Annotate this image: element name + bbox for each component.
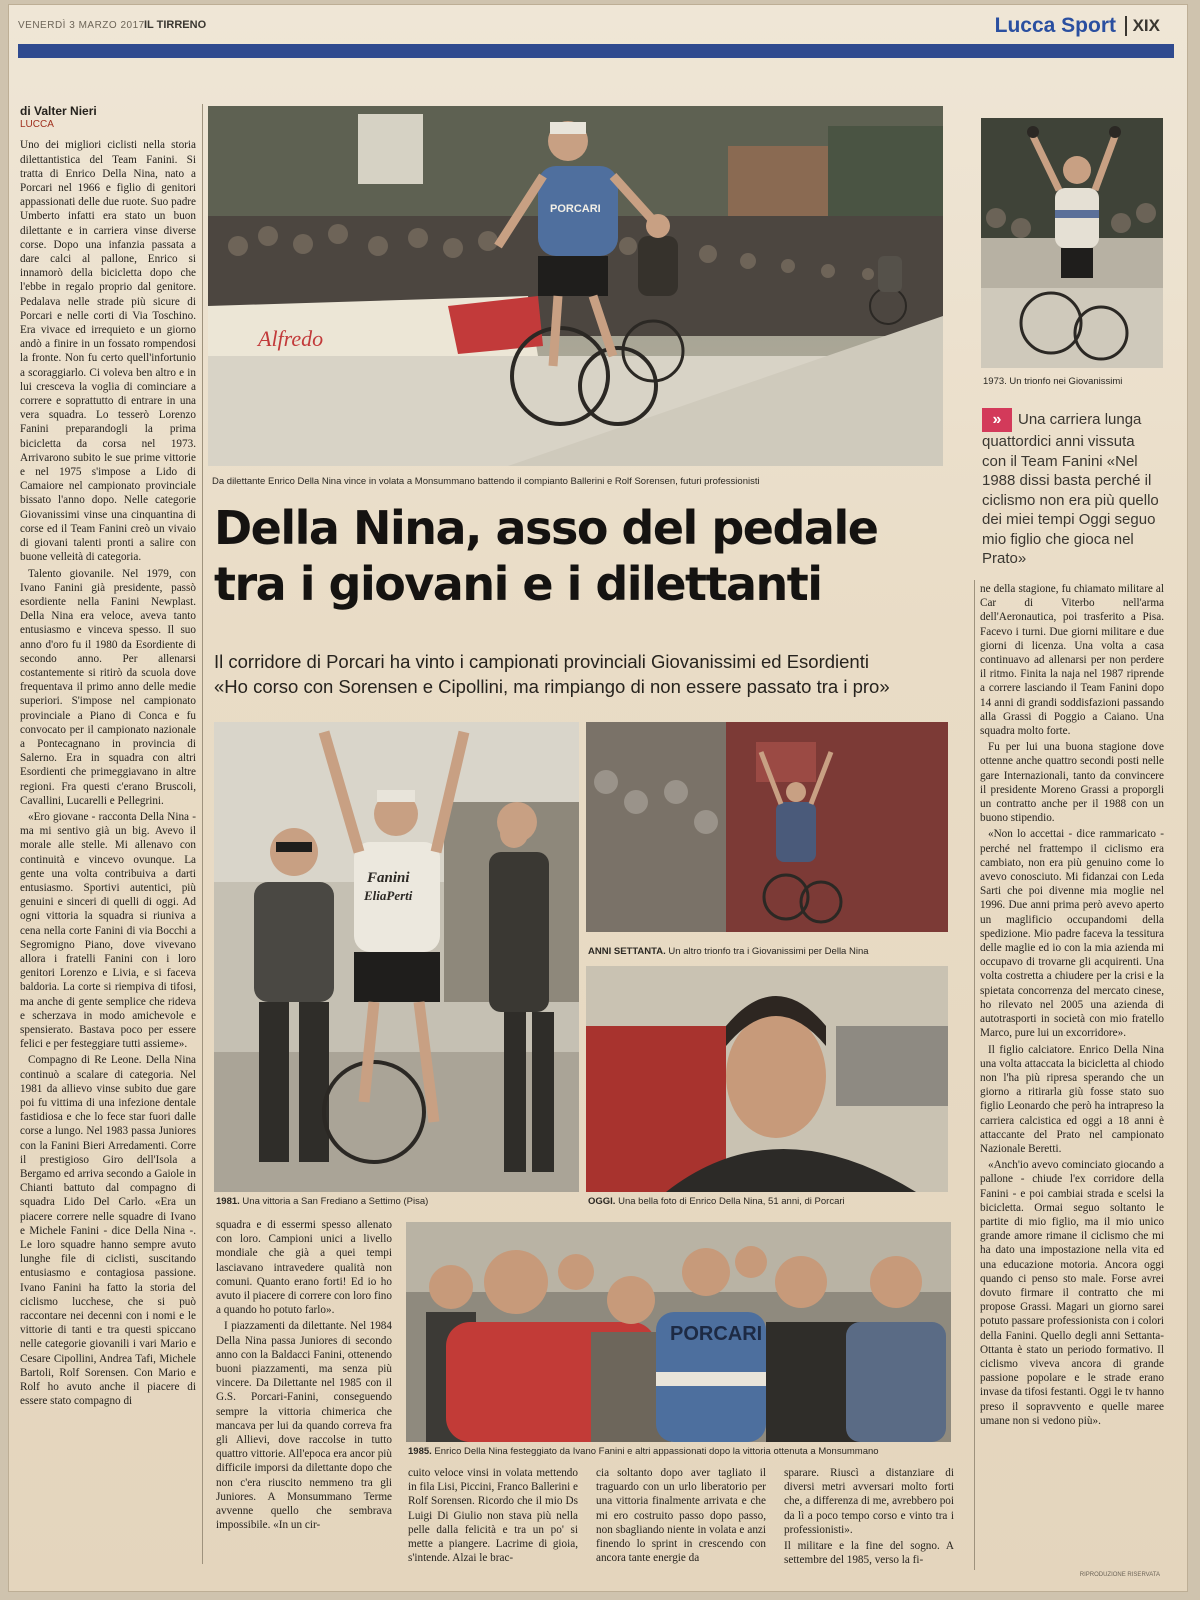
caption-oggi [588, 1196, 948, 1208]
caption-label: ANNI SETTANTA. [588, 946, 666, 957]
paragraph: Compagno di Re Leone. Della Nina continuò a scalare di categoria. Nel 1981 da allievo vinse subito due gare poi fu vittima di una infezione dentale fastidiosa e che lo fece star fuori dalle corse a lungo. Nel 1983 passa Juniores con la Fanini Bieri Arredamenti. Corre il prestigioso Giro dell'Isola a Bergamo ed arriva secondo a Gaiole in Chianti battuto dal compagno di squadra Lido Del Carlo. «Era un piacere correre nelle squadre di Ivano e Michele Fanini - dice Della Nina -. Le loro squadre hanno sempre avuto lunghe file di ciclisti, suscitando entusiasmo e contagiosa passione. Ivano Fanini ha fatto la storia del ciclismo lucchese, che si può raccontare nei decenni con i nomi e le vittorie di tanti e tra questi spiccano nelle categorie giovanili i vari Mario e Cesare Cipollini, Andrea Tafi, Michele Bartoli, Rolf Sorensen. Con Mario e Rolf ho avuto anche il piacere di essere stato compagno di [20, 1054, 196, 1408]
article-column-2 [216, 1218, 392, 1568]
article-column-5 [784, 1466, 954, 1566]
caption-1981 [216, 1196, 576, 1208]
paragraph: I piazzamenti da dilettante. Nel 1984 Della Nina passa Juniores di secondo anno con la Baldacci Fanini, ottenendo buoni piazzamenti, ma senza più vincere. Da Dilettante nel 1985 con il G.S. Porcari-Fanini, conseguendo sempre la vittoria chimerica che mancava per lui da quando correva fra gli Allievi, dove raccolse in tutto quattro vittorie. All'epoca era ancor più difficile imporsi da dilettante dopo che non c'era riuscito nemmeno tra gli Juniores. A Monsummano Terme avvenne quello che sembrava impossibile. «In un cir- [216, 1320, 392, 1532]
byline: di Valter Nieri [20, 104, 97, 118]
paragraph: Uno dei migliori ciclisti nella storia dilettantistica del Team Fanini. Si tratta di Enrico Della Nina, nato a Porcari nel 1966 e figlio di genitori appassionati delle due ruote. Suo padre Umberto infatti era stato un buon dilettante e in carriera vinse diverse corse. Dopo una infanzia passata a dare calci al pallone, Enrico si innamorò della bicicletta dopo che l'ebbe in regalo proprio dal genitore. Pedalava nelle strade più sicure di Porcari e nelle corti di Via Toschino. Era vivace ed irrequieto e un giorno andò a finire in un fossato rompendosi la fronte. Non fu certo quell'infortunio a scoraggiarlo. Ci voleva ben altro e in lui cresceva la voglia di cominciare a correre e soprattutto di entrare in una vera squadra. Lo tesserò Lorenzo Fanini preparandogli la prima bicicletta da corsa nel 1973. Arrivarono subito le sue prime vittorie e nel 1975 s'impose a Lido di Camaiore nel campionato provinciale bissato l'anno dopo. Nelle categorie Giovanissimi vinse una cinquantina di corse ed il Team Fanini creò un vivaio di giovani talenti pronti a salire con buone velleità di categoria. [20, 139, 196, 564]
caption-label: OGGI. [588, 1196, 616, 1207]
caption-label: 1985. [408, 1446, 432, 1457]
masthead [14, 14, 1164, 38]
column-divider [202, 104, 203, 1564]
photo-1973 [981, 118, 1163, 368]
byline-location: LUCCA [20, 119, 54, 131]
paragraph: Il figlio calciatore. Enrico Della Nina una volta attaccata la bicicletta al chiodo non l'ha più ripresa sperando che un giorno a ritirarla giù fosse stato suo figlio Leonardo che però ha intrapreso la carriera calcistica ed oggi a 18 anni è attaccante del Prato nel campionato Nazionale Beretti. [980, 1043, 1164, 1155]
article-column-3 [408, 1466, 578, 1566]
jersey-text: PORCARI [670, 1323, 763, 1345]
subheadline-line-2: «Ho corso con Sorensen e Cipollini, ma rimpiango di non essere passato tra i pro» [214, 676, 890, 697]
paragraph: «Non lo accettai - dice rammaricato - perché nel frattempo il ciclismo era cambiato, non era più genuino come lo avevo conosciuto. Mi fidanzai con Leda Sarti che poi divenne mia moglie nel 1996. Due anni prima però avevo aperto un maglificio occupandomi della spedizione. Mio padre faceva la tessitura delle maglie ed io con la mia azienda mi occupavo di trovarne gli acquirenti. Una volta costretta a chiudere per la crisi e la spietata concorrenza del mercato cinese, ho rilevato nel 2005 una azienda di autotrasporti in società con mio fratello Marco, pure lui un excorridore». [980, 828, 1164, 1040]
pull-quote [982, 408, 1162, 569]
double-chevron-icon: » [982, 408, 1012, 432]
jersey-text: EliaPerti [364, 888, 413, 903]
caption-text: Una bella foto di Enrico Della Nina, 51 anni, di Porcari [618, 1196, 845, 1207]
photo-oggi-portrait [586, 966, 948, 1192]
paragraph: cia soltanto dopo aver tagliato il traguardo con un urlo liberatorio per una vittoria finalmente arrivata e che mi ero costruito passo dopo passo, non sbagliando niente in volata e anzi finendo lo sprint in crescendo con ancora tante energie da [596, 1467, 766, 1565]
caption-text: Enrico Della Nina festeggiato da Ivano Fanini e altri appassionati dopo la vittoria ottenuta a Monsummano [434, 1446, 879, 1457]
page-number: XIX [1125, 16, 1160, 36]
paragraph: Fu per lui una buona stagione dove ottenne anche quattro secondi posti nelle gare Internazionali, tanto da convincere il presidente Moreno Grassi a proporgli un contratto anche per il 1988 con un buono stipendio. [980, 741, 1164, 825]
paragraph: sparare. Riuscì a distanziare di diversi metri avversari molto forti che, a differenza di me, avrebbero poi da lì a poco tempo corso e vinto tra i professionisti». [784, 1467, 954, 1536]
article-column-4 [596, 1466, 766, 1566]
paragraph: ne della stagione, fu chiamato militare al Car di Viterbo nell'arma dell'Aeronautica, poi trasferito a Pisa. Facevo i turni. Due giorni militare e due giorni di licenza. Una volta a casa continuavo ad allenarsi per non perdere il ritmo. Finita la naja nel 1987 riprende a correre lasciando il Team Fanini dopo 14 anni di grandi soddisfazioni passando alla Grassi di Poggio a Caiano. Una squadra molto forte. [980, 583, 1164, 738]
headline-line-2: tra i giovani e i dilettanti [214, 557, 822, 611]
caption-1973: 1973. Un trionfo nei Giovanissimi [983, 376, 1123, 387]
photo-1981-victory [214, 722, 579, 1192]
photo-1985-celebration [406, 1222, 951, 1442]
photo-main-sprint [208, 106, 943, 466]
jersey-text: Fanini [367, 870, 410, 886]
subheadline [214, 649, 964, 699]
article-column-1 [20, 104, 196, 1564]
paragraph: cuito veloce vinsi in volata mettendo in fila Lisi, Piccini, Franco Ballerini e Rolf Sorensen. Ricordo che il mio Ds Luigi Di Giulio non stava più nella pelle dalla felicità e tra un po' si mette a piangere. Lacrime di gioia, s'intende. Alzai le brac- [408, 1467, 578, 1565]
pull-quote-text: Una carriera lunga quattordici anni vissuta con il Team Fanini «Nel 1988 dissi basta perché il ciclismo non era più quello dei miei tempi Oggi seguo mio figlio che gioca nel Prato» [982, 410, 1159, 567]
subheadline-line-1: Il corridore di Porcari ha vinto i campionati provinciali Giovanissimi ed Esordienti [214, 651, 869, 672]
headline-line-1: Della Nina, asso del pedale [214, 501, 878, 555]
jersey-text: PORCARI [550, 203, 601, 215]
photo-anni-settanta [586, 722, 948, 932]
article-column-6 [980, 582, 1164, 1562]
caption-1985 [408, 1446, 953, 1458]
masthead-date: VENERDÌ 3 MARZO 2017 [18, 20, 145, 31]
paragraph: Il militare e la fine del sogno. A settembre del 1985, verso la fi- [784, 1540, 954, 1566]
banner-text: Alfredo [258, 326, 324, 351]
caption-text: Un altro trionfo tra i Giovanissimi per Della Nina [668, 946, 869, 957]
headline [214, 500, 954, 612]
paragraph: «Anch'io avevo cominciato giocando a pallone - chiude l'ex corridore della Fanini - e poi cambiai strada e scelsi la bicicletta. Ormai seguo soltanto le partite di mio figlio, ma il mio unico grande amore rimane il ciclismo che mi ha dato una impostazione nella vita ed una educazione motoria. Ancora oggi quando ci penso sto male. Forse avrei dovuto firmare il contratto che mi propose Grassi. Magari un giorno sarei potuto passare professionista con i colori della Fanini. Quello degli anni Settanta-Ottanta è stato un periodo formativo. Il ciclismo viveva ancora di grande passione popolare e le strade erano invase da tifosi festanti. Oggi le tv hanno preso il sopravvento e quelle maree umane non si vedono più». [980, 1159, 1164, 1427]
masthead-paper-name: IL TIRRENO [144, 19, 207, 31]
section-rule [18, 44, 1174, 58]
caption-anni-settanta [588, 946, 948, 958]
column-divider [974, 580, 975, 1570]
caption-main-photo: Da dilettante Enrico Della Nina vince in volata a Monsummano battendo il compianto Ballerini e Rolf Sorensen, futuri professionisti [212, 476, 760, 487]
caption-label: 1981. [216, 1196, 240, 1207]
paragraph: squadra e di essermi spesso allenato con loro. Campioni unici a livello mondiale che già a quei tempi lasciavano intravedere qualità non comuni. Quanto erano forti! Ed io ho avuto il piacere di correre con loro fino a quando ho potuto farlo». [216, 1219, 392, 1317]
caption-text: Una vittoria a San Frediano a Settimo (Pisa) [242, 1196, 429, 1207]
section-title: Lucca Sport [994, 14, 1116, 37]
paragraph: «Ero giovane - racconta Della Nina - ma mi sentivo già un big. Avevo il morale alle stelle. Mi allenavo con continuità e vincevo ovunque. La gente una volta contribuiva a darti entusiasmo. Sportivi autentici, più genuini e sinceri di quelli di oggi. Ad ogni vittoria la squadra si riuniva a cena nella corte Fanini di via Bocchi a Segromigno Piano, dove vivevano allora i fratelli Fanini con i loro genitori Lorenzo e Livia, e si faceva baldoria. La corte si riempiva di tifosi, ma anche di gente semplice che rideva e scherzava in modo amichevole e spensierato. Bastava poco per essere felici e per festeggiare tutti assieme». [20, 810, 196, 1051]
copyright-note: RIPRODUZIONE RISERVATA [1079, 1572, 1160, 1578]
paragraph: Talento giovanile. Nel 1979, con Ivano Fanini già presidente, passò esordiente nella Fanini Newplast. Della Nina era veloce, aveva tanto entusiasmo e vinceva spesso. Il suo anno d'oro fu il 1980 da Esordiente di secondo anno. Per allenarsi costantemente si ritirò da scuola dove frequentava il primo anno delle medie superiori. S'impose nel campionato provinciale a Piano di Conca e fu convocato per il campionato nazionale a Pontecagnano in provincia di Salerno. Era in squadra con altri Esordienti che primeggiavano in altre regioni. Fra questi c'erano Bruscoli, Cavallini, Lucarelli e Pellegrini. [20, 567, 196, 807]
